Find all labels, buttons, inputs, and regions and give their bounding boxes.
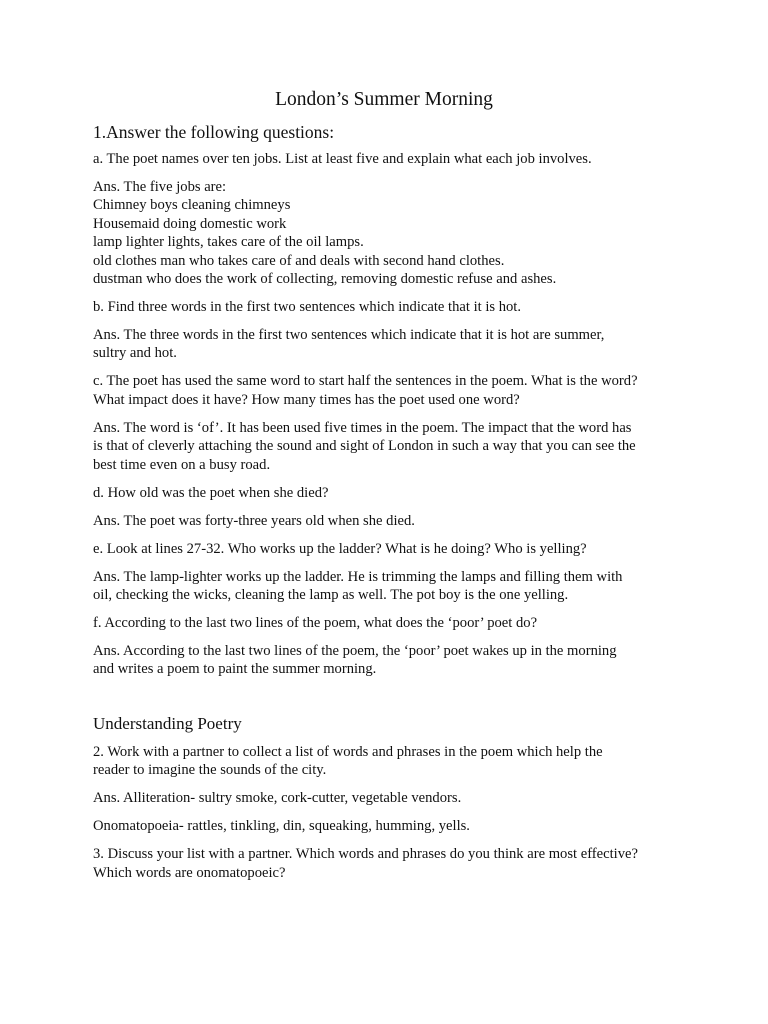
answer-c (93, 419, 693, 474)
answer-line: Ans. The lamp-lighter works up the ladder. He is trimming the lamps and filling them with (93, 568, 623, 585)
answer-f (93, 642, 693, 679)
section-heading-understanding-poetry: Understanding Poetry (93, 713, 242, 733)
document-title: London’s Summer Morning (275, 89, 493, 110)
question-c (93, 372, 693, 409)
answer-line: oil, checking the wicks, cleaning the lamp as well. The pot boy is the one yelling. (93, 587, 569, 604)
section-heading-questions: 1.Answer the following questions: (93, 122, 335, 142)
answer-line: Housemaid doing domestic work (93, 215, 287, 232)
question-b: b. Find three words in the first two sentences which indicate that it is hot. (93, 299, 522, 316)
question-line: c. The poet has used the same word to start half the sentences in the poem. What is the word? (93, 373, 638, 390)
question-2 (93, 743, 693, 780)
question-3 (93, 845, 693, 882)
answer-a (93, 178, 693, 288)
answer-2-onomatopoeia: Onomatopoeia- rattles, tinkling, din, squeaking, humming, yells. (93, 818, 470, 835)
answer-line: is that of cleverly attaching the sound and sight of London in such a way that you can see the (93, 438, 636, 455)
answer-line: Ans. The three words in the first two sentences which indicate that it is hot are summer, (93, 327, 605, 344)
answer-line: Chimney boys cleaning chimneys (93, 197, 291, 214)
answer-line: lamp lighter lights, takes care of the oil lamps. (93, 234, 364, 251)
answer-line: old clothes man who takes care of and deals with second hand clothes. (93, 252, 505, 269)
answer-2-alliteration: Ans. Alliteration- sultry smoke, cork-cutter, vegetable vendors. (93, 790, 462, 807)
answer-line: Ans. The five jobs are: (93, 179, 227, 195)
answer-b (93, 326, 693, 363)
answer-line: best time even on a busy road. (93, 456, 271, 473)
answer-line: Ans. According to the last two lines of the poem, the ‘poor’ poet wakes up in the morning (93, 643, 617, 660)
question-line: 2. Work with a partner to collect a list of words and phrases in the poem which help the (93, 743, 603, 760)
answer-d: Ans. The poet was forty-three years old when she died. (93, 512, 415, 529)
answer-e (93, 568, 693, 605)
question-f: f. According to the last two lines of the poem, what does the ‘poor’ poet do? (93, 615, 538, 632)
question-line: reader to imagine the sounds of the city. (93, 762, 327, 779)
question-e: e. Look at lines 27-32. Who works up the ladder? What is he doing? Who is yelling? (93, 540, 587, 557)
document-body (93, 121, 693, 892)
answer-line: dustman who does the work of collecting, removing domestic refuse and ashes. (93, 271, 557, 288)
question-line: 3. Discuss your list with a partner. Which words and phrases do you think are most effective? (93, 846, 638, 863)
question-d: d. How old was the poet when she died? (93, 484, 329, 501)
answer-line: and writes a poem to paint the summer morning. (93, 661, 377, 678)
question-line: What impact does it have? How many times has the poet used one word? (93, 391, 520, 408)
question-a: a. The poet names over ten jobs. List at least five and explain what each job involves. (93, 151, 592, 167)
question-line: Which words are onomatopoeic? (93, 864, 286, 881)
answer-line: Ans. The word is ‘of’. It has been used five times in the poem. The impact that the word has (93, 419, 632, 436)
answer-line: sultry and hot. (93, 345, 177, 362)
